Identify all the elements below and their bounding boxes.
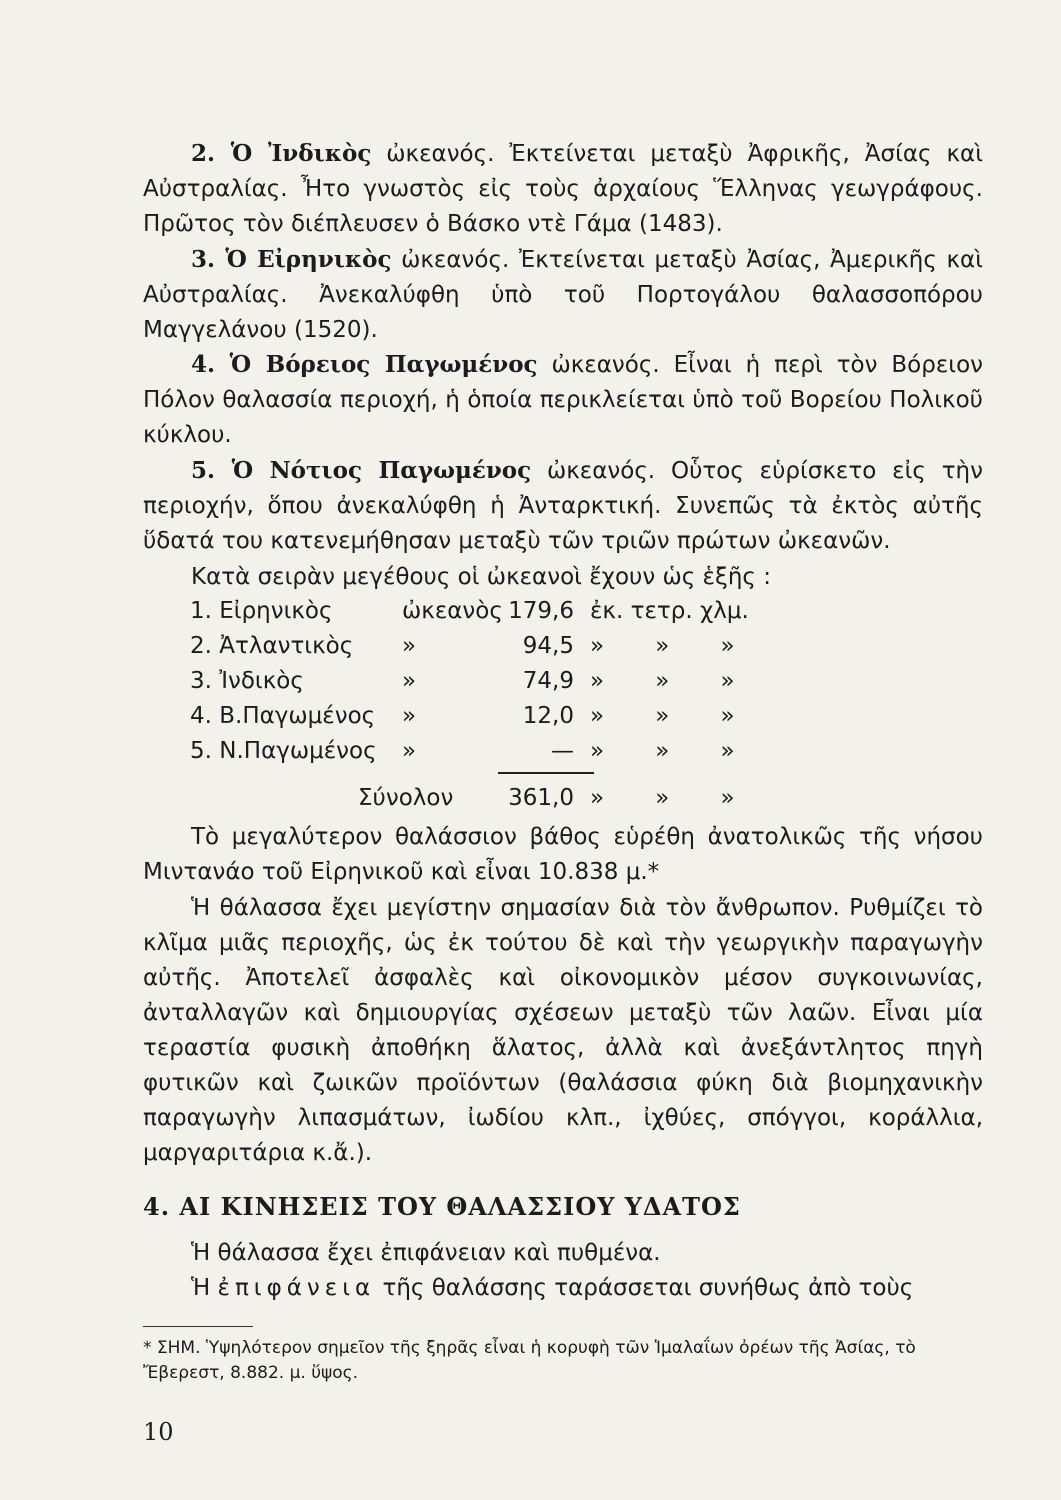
section-line-2: Ἡ ἐπιφάνεια τῆς θαλάσσης ταράσσεται συνήθως ἀπὸ τοὺς — [191, 1275, 914, 1301]
paragraph-sea-importance: Ἡ θάλασσα ἔχει μεγίστην σημασίαν διὰ τὸν ἄνθρωπον. Ρυθμίζει τὸ κλῖμα μιᾶς περιοχῆς, ὡς ἐκ τούτου δὲ καὶ τὴν γεωργικὴν παραγωγὴν αὐτῆς. Ἀποτελεῖ ἀσφαλὲς καὶ οἰκονομικὸν μέσον συγκοινωνίας, ἀνταλλαγῶν καὶ δημιουργίας σχέσεων μεταξὺ τῶν λαῶν. Εἶναι μία τεραστία φυσικὴ ἀποθήκη ἅλατος, ἀλλὰ καὶ ἀνεξάντλητος πηγὴ φυτικῶν καὶ ζωικῶν προϊόντων (θαλάσσια φύκη διὰ βιομηχανικὴν παραγωγὴν λιπασμάτων, ἰωδίου κλπ., ἰχθύες, σπόγγοι, κοράλλια, μαργαριτάρια κ.ἄ.). — [143, 895, 983, 1166]
section-line-1: Ἡ θάλασσα ἔχει ἐπιφάνειαν καὶ πυθμένα. — [191, 1240, 661, 1266]
paragraph-indian-ocean: 2. Ὁ Ἰνδικὸς ὠκεανός. Ἐκτείνεται μεταξὺ Ἀφρικῆς, Ἀσίας καὶ Αὐστραλίας. Ἦτο γνωστὸς εἰς τοὺς ἀρχαίους Ἕλληνας γεωγράφους. Πρῶτος τὸν διέπλευσεν ὁ Βάσκο ντὲ Γάμα (1483). — [143, 140, 983, 237]
table-row: 1. Εἰρηνικὸς ὠκεανὸς 179,6 ἐκ. τετρ. χλμ. — [190, 598, 749, 624]
ocean-size-intro: Κατὰ σειρὰν μεγέθους οἱ ὠκεανοὶ ἔχουν ὡς ἑξῆς : — [191, 564, 771, 590]
paragraph-arctic-ocean: 4. Ὁ Βόρειος Παγωμένος ὠκεανός. Εἶναι ἡ περὶ τὸν Βόρειον Πόλον θαλασσία περιοχή, ἡ ὁποία περικλείεται ὑπὸ τοῦ Βορείου Πολικοῦ κύκλου. — [143, 351, 983, 448]
paragraph-max-depth: Τὸ μεγαλύτερον θαλάσσιον βάθος εὑρέθη ἀνατολικῶς τῆς νήσου Μιντανάο τοῦ Εἰρηνικοῦ καὶ εἶναι 10.838 μ.* — [143, 824, 983, 885]
ocean-size-table — [190, 594, 790, 816]
footnote: * ΣΗΜ. Ὑψηλότερον σημεῖον τῆς ξηρᾶς εἶναι ἡ κορυφὴ τῶν Ἱμαλαΐων ὀρέων τῆς Ἀσίας, τὸ Ἔβερεστ, 8.882. μ. ὕψος. — [143, 1338, 916, 1383]
table-row: 4. Β.Παγωμένος » 12,0 » » » — [190, 703, 735, 729]
sum-divider — [498, 772, 594, 774]
table-row: 2. Ἀτλαντικὸς » 94,5 » » » — [190, 633, 735, 659]
antarctic-ocean-heading: Ὁ Νότιος Παγωμένος — [231, 457, 532, 484]
table-row: 3. Ἰνδικὸς » 74,9 » » » — [190, 668, 735, 694]
table-total-row: Σύνολον 361,0 » » » — [358, 785, 735, 811]
paragraph-pacific-ocean: 3. Ὁ Εἰρηνικὸς ὠκεανός. Ἐκτείνεται μεταξὺ Ἀσίας, Ἀμερικῆς καὶ Αὐστραλίας. Ἀνεκαλύφθη ὑπὸ τοῦ Πορτογάλου θαλασσοπόρου Μαγγελάνου (1520). — [143, 246, 983, 343]
section-title: 4. ΑΙ ΚΙΝΗΣΕΙΣ ΤΟΥ ΘΑΛΑΣΣΙΟΥ ΥΔΑΤΟΣ — [143, 1192, 741, 1221]
footnote-divider — [143, 1326, 253, 1327]
arctic-ocean-heading: Ὁ Βόρειος Παγωμένος — [229, 351, 538, 378]
table-row: 5. Ν.Παγωμένος » — » » » — [190, 738, 735, 764]
pacific-ocean-heading: Ὁ Εἰρηνικὸς — [225, 246, 392, 273]
paragraph-antarctic-ocean: 5. Ὁ Νότιος Παγωμένος ὠκεανός. Οὗτος εὑρίσκετο εἰς τὴν περιοχήν, ὅπου ἀνεκαλύφθη ἡ Ἀνταρκτική. Συνεπῶς τὰ ἐκτὸς αὐτῆς ὕδατά του κατενεμήθησαν μεταξὺ τῶν τριῶν πρώτων ὠκεανῶν. — [143, 457, 983, 554]
page-number: 10 — [143, 1418, 174, 1446]
indian-ocean-heading: Ὁ Ἰνδικὸς — [230, 140, 372, 167]
